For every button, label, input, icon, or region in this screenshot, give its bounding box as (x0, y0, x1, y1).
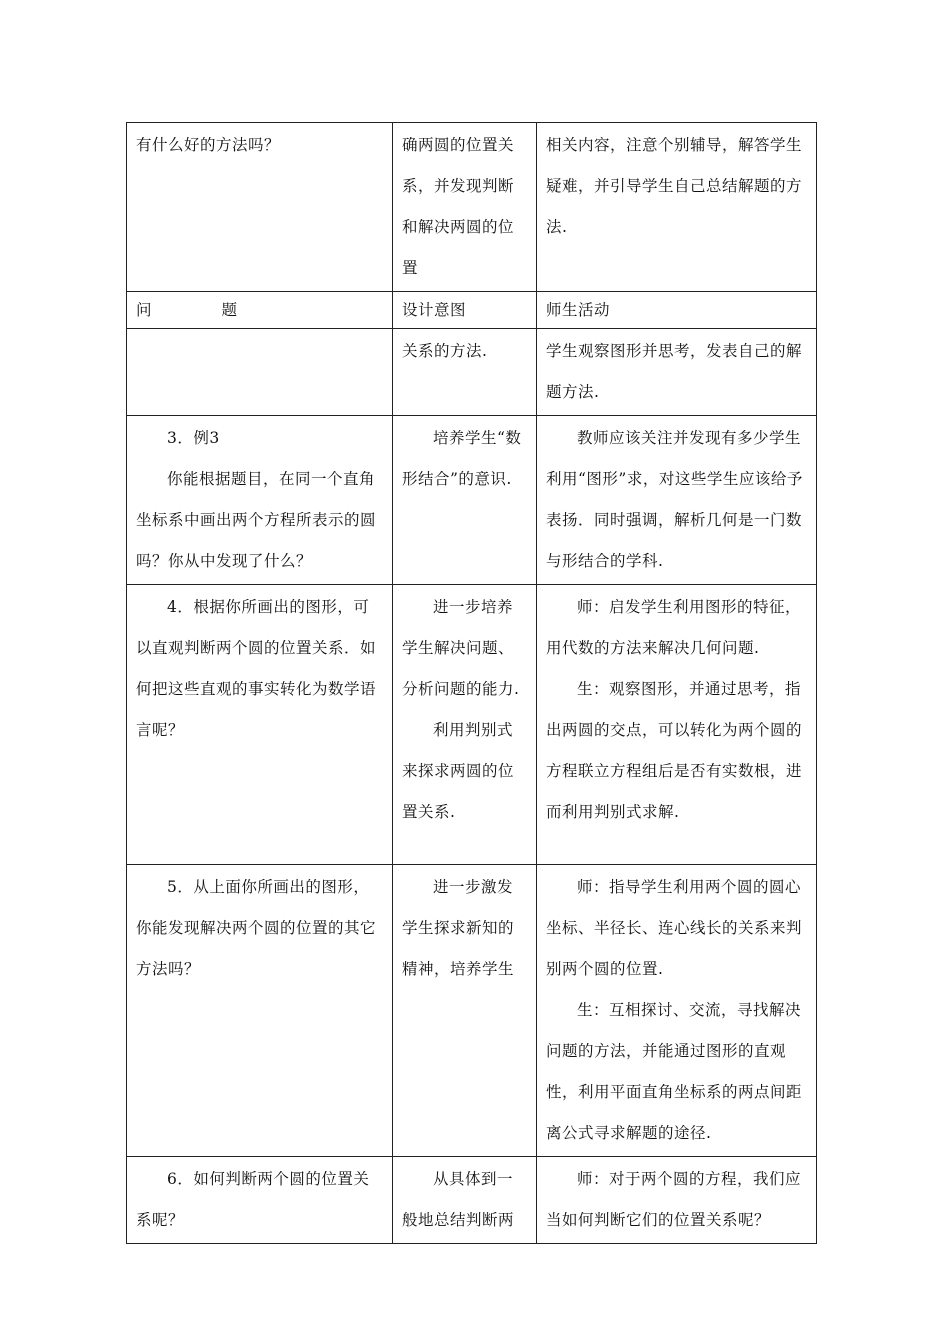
table-row (127, 416, 817, 585)
table-row (127, 1157, 817, 1244)
design-intent-cell: 从具体到一般地总结判断两 (393, 1157, 537, 1244)
design-intent-cell: 进一步培养学生解决问题、分析问题的能力. 利用判别式来探求两圆的位置关系. (393, 585, 537, 865)
activity-cell: 学生观察图形并思考，发表自己的解题方法. (537, 329, 817, 416)
question-cell: 4．根据你所画出的图形，可以直观判断两个圆的位置关系．如何把这些直观的事实转化为数学语言呢？ (127, 585, 393, 865)
table-row (127, 329, 817, 416)
design-intent-cell: 进一步激发学生探求新知的精神，培养学生 (393, 865, 537, 1157)
question-cell: 6．如何判断两个圆的位置关系呢？ (127, 1157, 393, 1244)
activity-cell: 师：对于两个圆的方程，我们应当如何判断它们的位置关系呢？ (537, 1157, 817, 1244)
activity-cell: 师：指导学生利用两个圆的圆心坐标、半径长、连心线长的关系来判别两个圆的位置. 生：互相探讨、交流，寻找解决问题的方法，并能通过图形的直观性，利用平面直角坐标系的两点间距离公式寻求解题的途径. (537, 865, 817, 1157)
table-row (127, 865, 817, 1157)
activity-cell: 师：启发学生利用图形的特征，用代数的方法来解决几何问题. 生：观察图形，并通过思考，指出两圆的交点，可以转化为两个圆的方程联立方程组后是否有实数根，进而利用判别式求解. (537, 585, 817, 865)
activity-cell: 相关内容，注意个别辅导，解答学生疑难，并引导学生自己总结解题的方法. (537, 123, 817, 292)
design-intent-cell: 培养学生“数形结合”的意识. (393, 416, 537, 585)
header-activity: 师生活动 (537, 292, 817, 329)
lesson-plan-table (126, 122, 817, 1244)
header-question: 问 题 (127, 292, 393, 329)
design-intent-cell: 确两圆的位置关系，并发现判断和解决两圆的位置 (393, 123, 537, 292)
header-design-intent: 设计意图 (393, 292, 537, 329)
table-row (127, 585, 817, 865)
question-cell: 3．例3 你能根据题目，在同一个直角坐标系中画出两个方程所表示的圆吗？你从中发现了什么？ (127, 416, 393, 585)
activity-cell: 教师应该关注并发现有多少学生利用“图形”求，对这些学生应该给予表扬．同时强调，解析几何是一门数与形结合的学科. (537, 416, 817, 585)
table-row (127, 123, 817, 292)
question-cell (127, 329, 393, 416)
question-cell: 有什么好的方法吗？ (127, 123, 393, 292)
question-cell: 5．从上面你所画出的图形，你能发现解决两个圆的位置的其它方法吗？ (127, 865, 393, 1157)
table-header-row (127, 292, 817, 329)
design-intent-cell: 关系的方法. (393, 329, 537, 416)
